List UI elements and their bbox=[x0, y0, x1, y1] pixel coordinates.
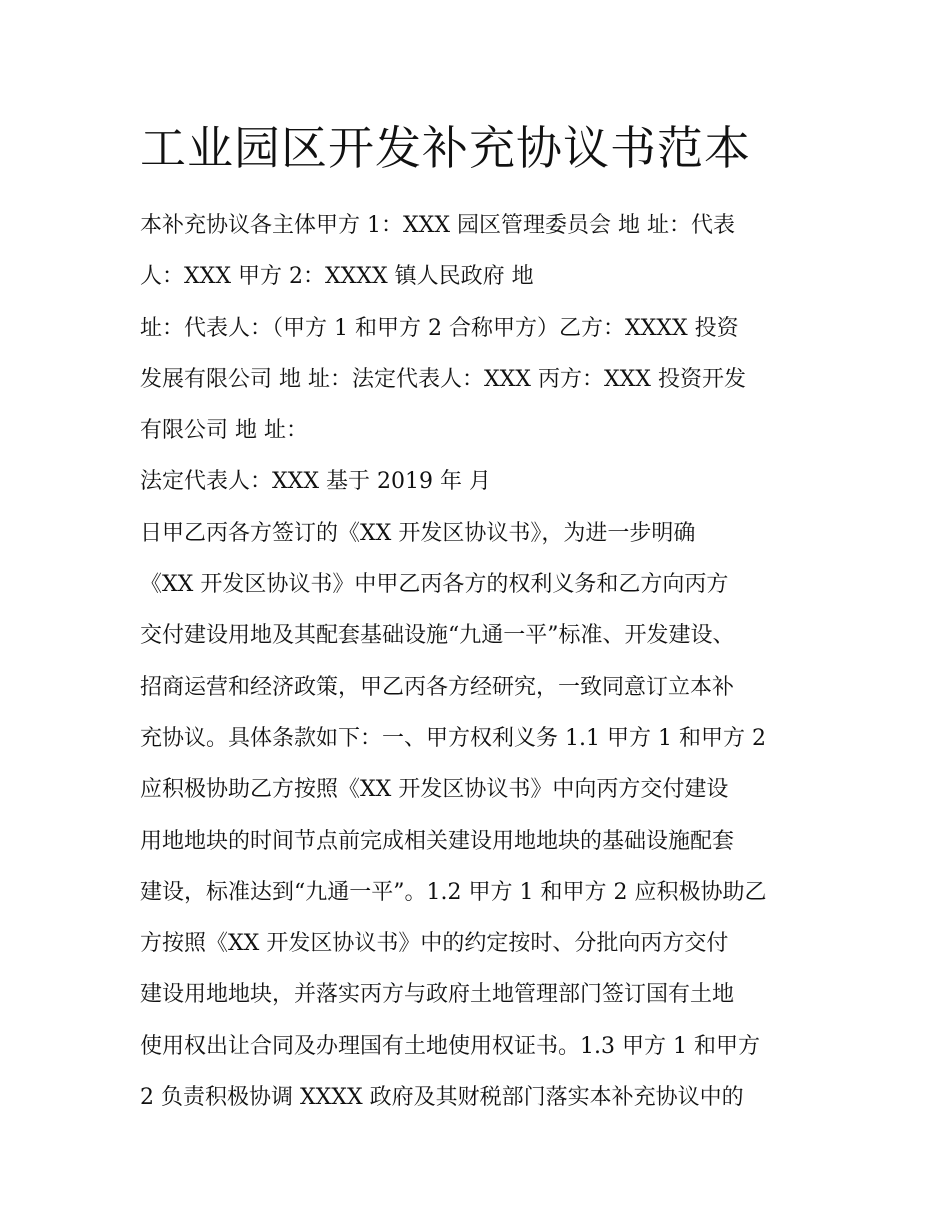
body-line: 招商运营和经济政策，甲乙丙各方经研究，一致同意订立本补 bbox=[140, 674, 735, 700]
body-line: 有限公司 地 址： bbox=[140, 418, 308, 444]
body-line: 应积极协助乙方按照《XX 开发区协议书》中向丙方交付建设 bbox=[140, 777, 729, 803]
body-line: 建设用地地块，并落实丙方与政府土地管理部门签订国有土地 bbox=[140, 982, 735, 1008]
document-body bbox=[140, 200, 830, 1123]
body-line: 《XX 开发区协议书》中甲乙丙各方的权利义务和乙方向丙方 bbox=[140, 572, 729, 598]
body-line: 2 负责积极协调 XXXX 政府及其财税部门落实本补充协议中的 bbox=[140, 1085, 744, 1111]
body-line: 建设，标准达到“九通一平”。1.2 甲方 1 和甲方 2 应积极协助乙 bbox=[140, 879, 767, 905]
body-line: 交付建设用地及其配套基础设施“九通一平”标准、开发建设、 bbox=[140, 623, 735, 649]
body-line: 本补充协议各主体甲方 1：XXX 园区管理委员会 地 址：代表 bbox=[140, 213, 735, 238]
body-line: 使用权出让合同及办理国有土地使用权证书。1.3 甲方 1 和甲方 bbox=[140, 1033, 760, 1059]
body-line: 充协议。具体条款如下：一、甲方权利义务 1.1 甲方 1 和甲方 2 bbox=[140, 725, 766, 751]
body-line: 方按照《XX 开发区协议书》中的约定按时、分批向丙方交付 bbox=[140, 931, 729, 957]
page-title: 工业园区开发补充协议书范本 bbox=[140, 121, 751, 175]
body-line: 发展有限公司 地 址：法定代表人：XXX 丙方：XXX 投资开发 bbox=[140, 366, 746, 392]
body-line: 用地地块的时间节点前完成相关建设用地地块的基础设施配套 bbox=[140, 828, 735, 854]
body-line: 日甲乙丙各方签订的《XX 开发区协议书》，为进一步明确 bbox=[140, 520, 696, 546]
body-line: 人：XXX 甲方 2：XXXX 镇人民政府 地 bbox=[140, 264, 534, 290]
body-line: 法定代表人：XXX 基于 2019 年 月 bbox=[140, 469, 491, 495]
body-line: 址：代表人：（甲方 1 和甲方 2 合称甲方）乙方：XXXX 投资 bbox=[140, 315, 739, 341]
